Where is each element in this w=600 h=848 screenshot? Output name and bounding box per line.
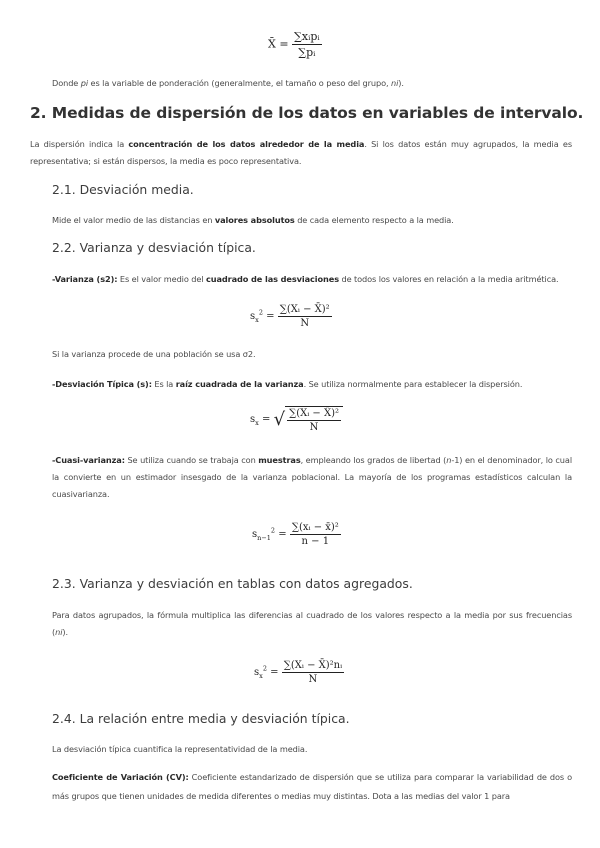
section-2-2-heading: 2.2. Varianza y desviación típica. bbox=[52, 240, 256, 255]
paragraph-dispersion: La dispersión indica la concentración de los datos alrededor de la media. Si los datos están muy agrupados, la media es representativa; si están dispersos, la media es poco representativa. bbox=[30, 139, 572, 166]
formula-numerator: ∑xᵢpᵢ bbox=[294, 30, 320, 43]
paragraph-desviacion-media: Mide el valor medio de las distancias en valores absolutos de cada elemento respecto a la media. bbox=[52, 215, 454, 225]
section-2-1-heading: 2.1. Desviación media. bbox=[52, 182, 194, 197]
formula-variance: $s_x^2$ = $\frac{\text{∑(Xᵢ − X̄)²}}{N}$ bbox=[250, 304, 330, 329]
paragraph-varianza: -Varianza (s2): Es el valor medio del cuadrado de las desviaciones de todos los valores en relación a la media aritmética. bbox=[52, 274, 559, 284]
paragraph-desviacion-tipica: -Desviación Típica (s): Es la raíz cuadrada de la varianza. Se utiliza normalmente para establecer la dispersión. bbox=[52, 379, 523, 389]
section-2-3-heading: 2.3. Varianza y desviación en tablas con datos agregados. bbox=[52, 576, 413, 591]
paragraph-donde: Donde pi es la variable de ponderación (generalmente, el tamaño o peso del grupo, ni). bbox=[52, 78, 404, 88]
sqrt-symbol: √ $\frac{\text{∑(Xᵢ − X̄)²}}{N}$ bbox=[274, 406, 343, 433]
paragraph-poblacion: Si la varianza procede de una población se usa σ2. bbox=[52, 349, 256, 359]
formula-quasi-variance: $s_{n-1}^2$ = $\frac{\text{∑(xᵢ − x̄)²}}{n - 1}$ bbox=[252, 522, 339, 547]
formula-denominator: ∑pᵢ bbox=[298, 46, 316, 59]
section-2-4-heading: 2.4. La relación entre media y desviación típica. bbox=[52, 711, 350, 726]
paragraph-cuasi-varianza: -Cuasi-varianza: Se utiliza cuando se trabaja con muestras, empleando los grados de libertad (n-1) en el denominador, lo cual la convierte en un estimador insesgado de la varianza poblacional. La mayoría de los programas estadísticos calculan la cuasivarianza. bbox=[52, 455, 572, 499]
paragraph-coeficiente-variacion: Coeficiente de Variación (CV): Coeficiente estandarizado de dispersión que se utiliza para comparar la variabilidad de dos o más grupos que tienen unidades de medida diferentes o medias muy distintas. Dota a las medias del valor 1 para bbox=[52, 772, 573, 801]
section-2-heading: 2. Medidas de dispersión de los datos en variables de intervalo. bbox=[30, 104, 584, 122]
paragraph-cuantifica: La desviación típica cuantifica la representatividad de la media. bbox=[52, 744, 308, 754]
formula-weighted-mean: X̄ = $\frac{\text{∑xᵢpᵢ}}{\text{∑pᵢ}}$ bbox=[268, 30, 320, 59]
formula-standard-deviation: $s_x$ = √ $\frac{\text{∑(Xᵢ − X̄)²}}{N}$ bbox=[250, 406, 343, 433]
formula-grouped-variance: $s_x^2$ = $\frac{\text{∑(Xᵢ − X̄)²nᵢ}}{N}$ bbox=[254, 660, 343, 685]
paragraph-datos-agrupados: Para datos agrupados, la fórmula multiplica las diferencias al cuadrado de los valores respecto a la media por sus frecuencias (ni). bbox=[52, 610, 572, 637]
